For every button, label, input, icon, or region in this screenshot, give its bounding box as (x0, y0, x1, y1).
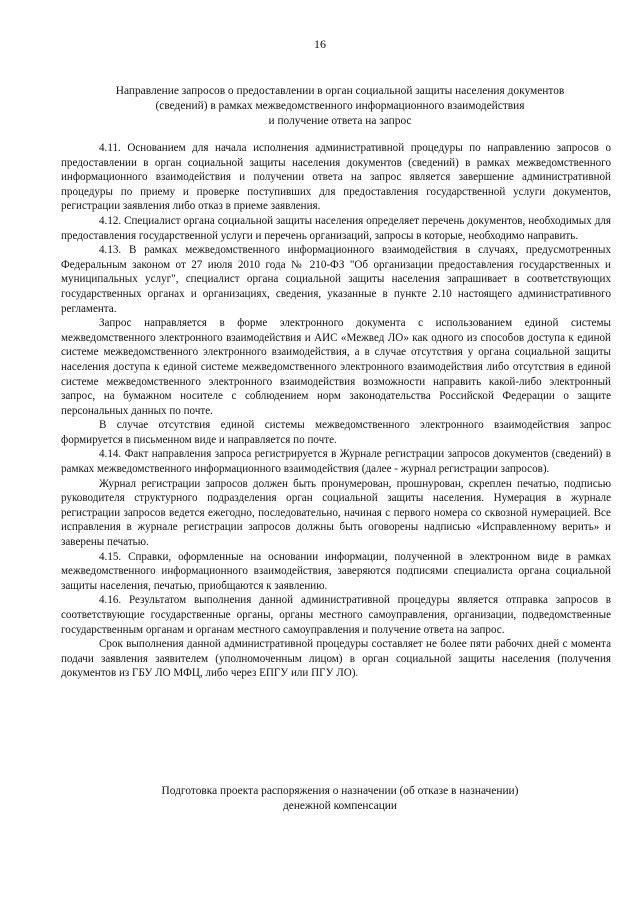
section-heading (60, 84, 620, 129)
paragraph-4-15: 4.15. Справки, оформленные на основании информации, полученной в электронном виде в рамках межведомственного информационного взаимодействия, заверяются подписями специалиста органа социальной защиты населения, печатью, приобщаются к заявлению. (61, 550, 611, 592)
paragraph-4-14: 4.14. Факт направления запроса регистрируется в Журнале регистрации запросов документов (сведений) в рамках межведомственного информационного взаимодействия (далее - журнал регистрации запросов). (61, 448, 611, 476)
paragraph-no-system: В случае отсутствия единой системы межведомственного электронного взаимодействия запрос формируется в письменном виде и направляется по почте. (61, 419, 611, 446)
paragraph-4-13: 4.13. В рамках межведомственного информационного взаимодействия в случаях, предусмотренных Федеральным законом от 27 июля 2010 года № 210-ФЗ "Об организации предоставления государственных и муниципальных услуг", специалист органа социальной защиты населения запрашивает в соответствующих государственных органах и организациях, сведения, указанные в пункте 2.10 настоящего административного регламента. (61, 244, 611, 315)
page-number: 16 (314, 37, 326, 51)
next-section-heading-line: денежной компенсации (282, 800, 398, 812)
next-section-heading (60, 784, 620, 814)
paragraph-4-11: 4.11. Основанием для начала исполнения административной процедуры по направлению запросов о предоставлении в орган социальной защиты населения документов (сведений) в рамках межведомственного информационного взаимодействия и получении ответа на запрос является завершение административной процедуры по приему и проверке поступивших для предоставления государственной услуги документов, регистрации заявления либо отказ в приеме заявления. (61, 142, 611, 213)
document-body (61, 141, 611, 681)
paragraph-journal: Журнал регистрации запросов должен быть пронумерован, прошнурован, скреплен печатью, подписью руководителя структурного подразделения орган социальной защиты населения. Нумерация в журнале регистрации запросов ведется ежегодно, последовательно, начиная с первого номера со сквозной нумерацией. Все исправления в журнале регистрации запросов должны быть оговорены надписью «Исправленному верить» и заверены печатью. (61, 477, 611, 549)
section-heading-line: (сведений) в рамках межведомственного информационного взаимодействия (155, 100, 525, 112)
paragraph-request-form: Запрос направляется в форме электронного документа с использованием единой системы межведомственного электронного взаимодействия и АИС «Межвед ЛО» как одного из способов доступа к единой системе межведомственного электронного взаимодействия, а в случае отсутствия у органа социальной защиты населения доступа к единой системе межведомственного электронного взаимодействия либо отсутствия в единой системе межведомственного электронного взаимодействия возможности направить какой-либо электронный запрос, на бумажном носителе с соблюдением норм законодательства Российской Федерации о защите персональных данных по почте. (61, 317, 611, 417)
paragraph-4-16: 4.16. Результатом выполнения данной административной процедуры является отправка запросов в соответствующие государственные органы, органы местного самоуправления, организации, подведомственные государственным органам и органам местного самоуправления и получение ответа на запрос. (61, 594, 611, 636)
next-section-heading-line: Подготовка проекта распоряжения о назначении (об отказе в назначении) (161, 785, 519, 797)
section-heading-line: Направление запросов о предоставлении в орган социальной защиты населения документов (115, 85, 565, 97)
section-heading-line: и получение ответа на запрос (268, 115, 412, 127)
paragraph-deadline: Срок выполнения данной административной процедуры составляет не более пяти рабочих дней с момента подачи заявления заявителем (уполномоченным лицом) в орган социальной защиты населения (получения документов из ГБУ ЛО МФЦ, либо через ЕПГУ или ПГУ ЛО). (61, 638, 611, 680)
paragraph-4-12: 4.12. Специалист органа социальной защиты населения определяет перечень документов, необходимых для предоставления государственной услуги и перечень организаций, запросы в которые, необходимо направить. (61, 214, 611, 242)
